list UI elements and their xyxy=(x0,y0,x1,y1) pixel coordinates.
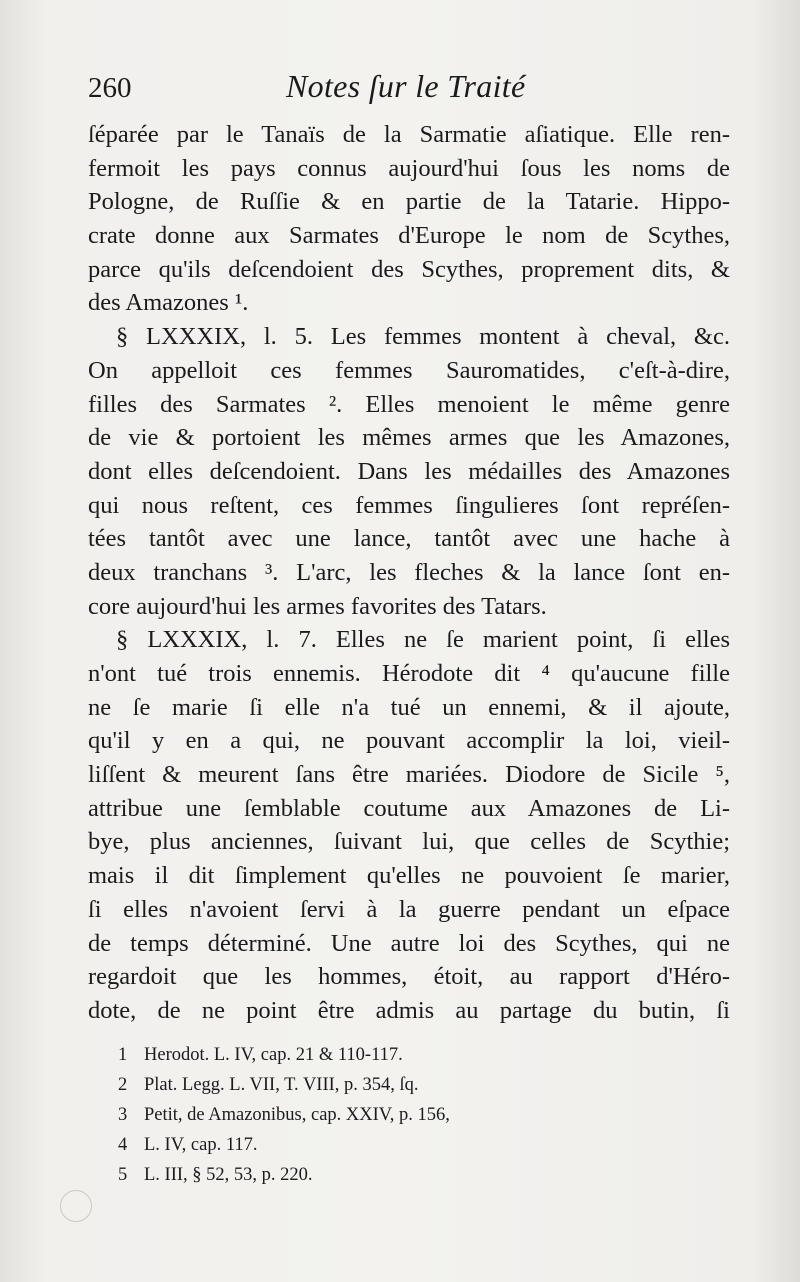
footnote-number: 5 xyxy=(118,1165,128,1185)
text-line: crate donne aux Sarmates d'Europe le nom de Scythes, xyxy=(88,222,730,250)
footnote-text: Plat. Legg. L. VII, T. VIII, p. 354, ſq. xyxy=(144,1075,419,1095)
page-header xyxy=(88,66,728,110)
footnotes xyxy=(118,1040,598,1190)
footnote-number: 4 xyxy=(118,1135,128,1155)
text-line: parce qu'ils deſcendoient des Scythes, proprement dits, & xyxy=(88,255,730,283)
running-title: Notes ſur le Traité xyxy=(286,68,526,104)
page-number: 260 xyxy=(88,72,132,104)
body-text xyxy=(88,118,730,1028)
text-line: dont elles deſcendoient. Dans les médailles des Amazones xyxy=(88,457,730,485)
text-line: ne ſe marie ſi elle n'a tué un ennemi, & il ajoute, xyxy=(88,693,730,721)
text-line: qui nous reſtent, ces femmes ſingulieres ſont repréſen- xyxy=(88,491,730,519)
footnote-number: 2 xyxy=(118,1075,128,1095)
text-line: tées tantôt avec une lance, tantôt avec une hache à xyxy=(88,525,730,553)
text-line: ſi elles n'avoient ſervi à la guerre pendant un eſpace xyxy=(88,895,730,923)
footnote xyxy=(118,1130,598,1160)
text-line: qu'il y en a qui, ne pouvant accomplir la loi, vieil- xyxy=(88,727,730,755)
text-line: On appelloit ces femmes Sauromatides, c'eſt-à-dire, xyxy=(88,356,730,384)
text-line: n'ont tué trois ennemis. Hérodote dit ⁴ qu'aucune fille xyxy=(88,660,730,687)
footnote-text: L. III, § 52, 53, p. 220. xyxy=(144,1165,313,1185)
footnote xyxy=(118,1040,598,1070)
footnote-number: 1 xyxy=(118,1045,128,1065)
text-line: de temps déterminé. Une autre loi des Scythes, qui ne xyxy=(88,929,730,957)
footnote-text: L. IV, cap. 117. xyxy=(144,1135,258,1155)
text-line: fermoit les pays connus aujourd'hui ſous les noms de xyxy=(88,154,730,182)
text-line: § LXXXIX, l. 5. Les femmes montent à cheval, &c. xyxy=(116,323,730,351)
text-line: dote, de ne point être admis au partage du butin, ſi xyxy=(88,996,730,1024)
text-line: § LXXXIX, l. 7. Elles ne ſe marient point, ſi elles xyxy=(116,626,730,654)
footnote-text: Petit, de Amazonibus, cap. XXIV, p. 156, xyxy=(144,1105,450,1125)
footnote-text: Herodot. L. IV, cap. 21 & 110-117. xyxy=(144,1045,403,1065)
paper-stain xyxy=(60,1190,92,1222)
text-line: bye, plus anciennes, ſuivant lui, que celles de Scythie; xyxy=(88,828,730,856)
text-line: attribue une ſemblable coutume aux Amazones de Li- xyxy=(88,794,730,822)
text-line: liſſent & meurent ſans être mariées. Diodore de Sicile ⁵, xyxy=(88,761,730,789)
text-line: filles des Sarmates ². Elles menoient le même genre xyxy=(88,390,730,418)
text-line: de vie & portoient les mêmes armes que les Amazones, xyxy=(88,424,730,452)
text-line: Pologne, de Ruſſie & en partie de la Tatarie. Hippo- xyxy=(88,188,730,216)
footnote xyxy=(118,1160,598,1190)
footnote-number: 3 xyxy=(118,1105,128,1125)
text-line: mais il dit ſimplement qu'elles ne pouvoient ſe marier, xyxy=(88,862,730,890)
text-line: core aujourd'hui les armes favorites des Tatars. xyxy=(88,592,547,620)
footnote xyxy=(118,1070,598,1100)
text-line: regardoit que les hommes, étoit, au rapport d'Héro- xyxy=(88,963,730,991)
text-line: ſéparée par le Tanaïs de la Sarmatie aſiatique. Elle ren- xyxy=(88,121,730,148)
text-line: des Amazones ¹. xyxy=(88,289,249,317)
text-line: deux tranchans ³. L'arc, les fleches & la lance ſont en- xyxy=(88,558,730,586)
footnote xyxy=(118,1100,598,1130)
